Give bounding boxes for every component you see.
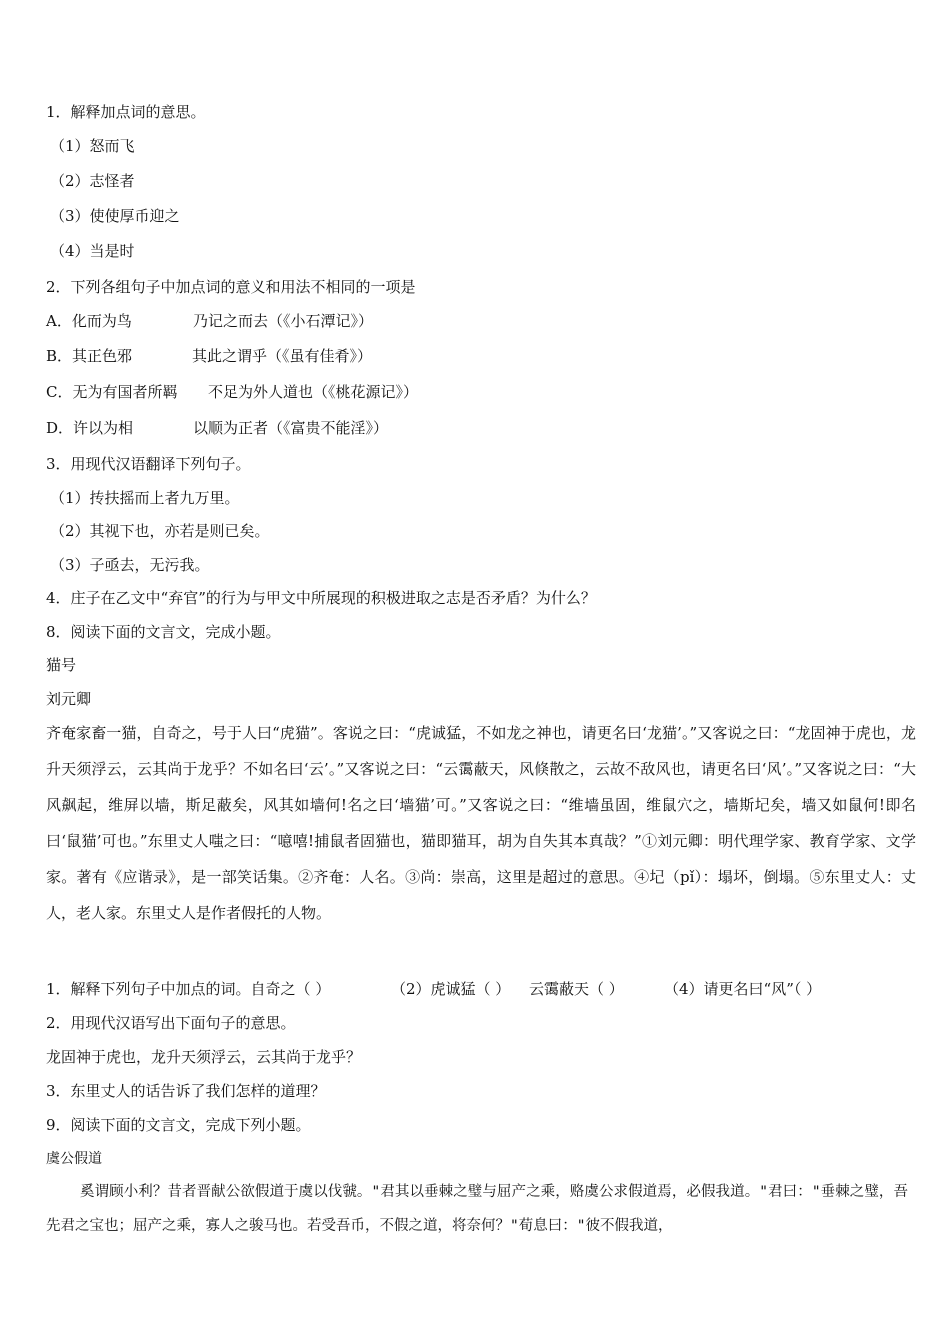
s9-passage-text: 奚谓顾小利？昔者晋献公欲假道于虞以伐虢。"君其以垂棘之璧与屈产之乘，赂虞公求假道焉，必假我道。"君曰："垂棘之璧，吾先君之宝也；屈产之乘，寡人之骏马也。若受吾币，不假之道，将奈何？"荀息曰："彼不假我道， — [46, 1184, 908, 1234]
passage-author: 刘元卿 — [46, 690, 92, 708]
s9-passage-title: 虞公假道 — [46, 1151, 102, 1167]
q1-item-2: （2）志怪者 — [50, 172, 135, 190]
q3-item-3: （3）子亟去，无污我。 — [50, 556, 210, 574]
section-9-heading: 9．阅读下面的文言文，完成下列小题。 — [46, 1116, 311, 1134]
option-c-right: 不足为外人道也（《桃花源记》） — [208, 383, 419, 401]
question-3: 3．用现代汉语翻译下列句子。 — [46, 455, 251, 473]
s8-q1-part-4: （4）请更名曰“风”（ ） — [664, 980, 822, 998]
q2-option-d — [46, 417, 926, 439]
s8-question-3: 3．东里丈人的话告诉了我们怎样的道理？ — [46, 1082, 326, 1100]
q1-item-3: （3）使使厚币迎之 — [50, 207, 180, 225]
question-2: 2．下列各组句子中加点词的意义和用法不相同的一项是 — [46, 278, 416, 296]
s8-question-2-sentence: 龙固神于虎也，龙升天须浮云，云其尚于龙乎？ — [46, 1048, 362, 1066]
option-a-left: A．化而为鸟 — [46, 312, 132, 330]
section-8-heading: 8．阅读下面的文言文，完成小题。 — [46, 623, 281, 641]
s8-q1-part-2: （2）虎诚猛（ ） — [391, 980, 511, 998]
passage-text: 齐奄家畜一猫，自奇之，号于人曰“虎猫”。客说之曰：“虎诚猛，不如龙之神也，请更名曰‘龙猫’。”又客说之曰：“龙固神于虎也，龙升天须浮云，云其尚于龙乎？不如名曰‘云’。”又客说之曰：“云霭蔽天，风倏散之，云故不敌风也，请更名曰‘风’。”又客说之曰：“大风飙起，维屏以墙，斯足蔽矣，风其如墙何!名之曰‘墙猫’可。”又客说之曰：“维墙虽固，维鼠穴之，墙斯圮矣，墙又如鼠何!即名曰‘鼠猫’可也。”东里丈人嗤之曰：“噫嘻!捕鼠者固猫也，猫即猫耳，胡为自失其本真哉？”①刘元卿：明代理学家、教育学家、文学家。著有《应谐录》，是一部笑话集。②齐奄：人名。③尚：崇高，这里是超过的意思。④圮（pǐ）：塌坏，倒塌。⑤东里丈人：丈人，老人家。东里丈人是作者假托的人物。 — [46, 724, 916, 922]
option-b-left: B．其正色邪 — [46, 347, 133, 365]
question-1: 1．解释加点词的意思。 — [46, 103, 206, 121]
s8-q1-part-1: 1．解释下列句子中加点的词。自奇之（ ） — [46, 980, 331, 998]
q2-option-a — [46, 310, 926, 332]
option-b-right: 其此之谓乎（《虽有佳肴》） — [192, 347, 373, 365]
option-c-left: C．无为有国者所羁 — [46, 383, 178, 401]
question-4: 4．庄子在乙文中“弃官”的行为与甲文中所展现的积极进取之志是否矛盾？为什么？ — [46, 589, 596, 607]
q1-item-1: （1）怒而飞 — [50, 137, 135, 155]
s8-question-2: 2．用现代汉语写出下面句子的意思。 — [46, 1014, 296, 1032]
option-d-right: 以顺为正者（《富贵不能淫》） — [193, 419, 389, 437]
s8-question-1 — [46, 978, 926, 1000]
s8-q1-part-3: 云霭蔽天（ ） — [529, 980, 624, 998]
q1-item-4: （4）当是时 — [50, 242, 135, 260]
q2-option-b — [46, 345, 926, 367]
option-d-left: D．许以为相 — [46, 419, 134, 437]
q2-option-c — [46, 381, 926, 403]
q3-item-2: （2）其视下也，亦若是则已矣。 — [50, 522, 270, 540]
passage-title: 猫号 — [46, 656, 77, 674]
q3-item-1: （1）抟扶摇而上者九万里。 — [50, 489, 240, 507]
option-a-right: 乃记之而去（《小石潭记》） — [193, 312, 374, 330]
